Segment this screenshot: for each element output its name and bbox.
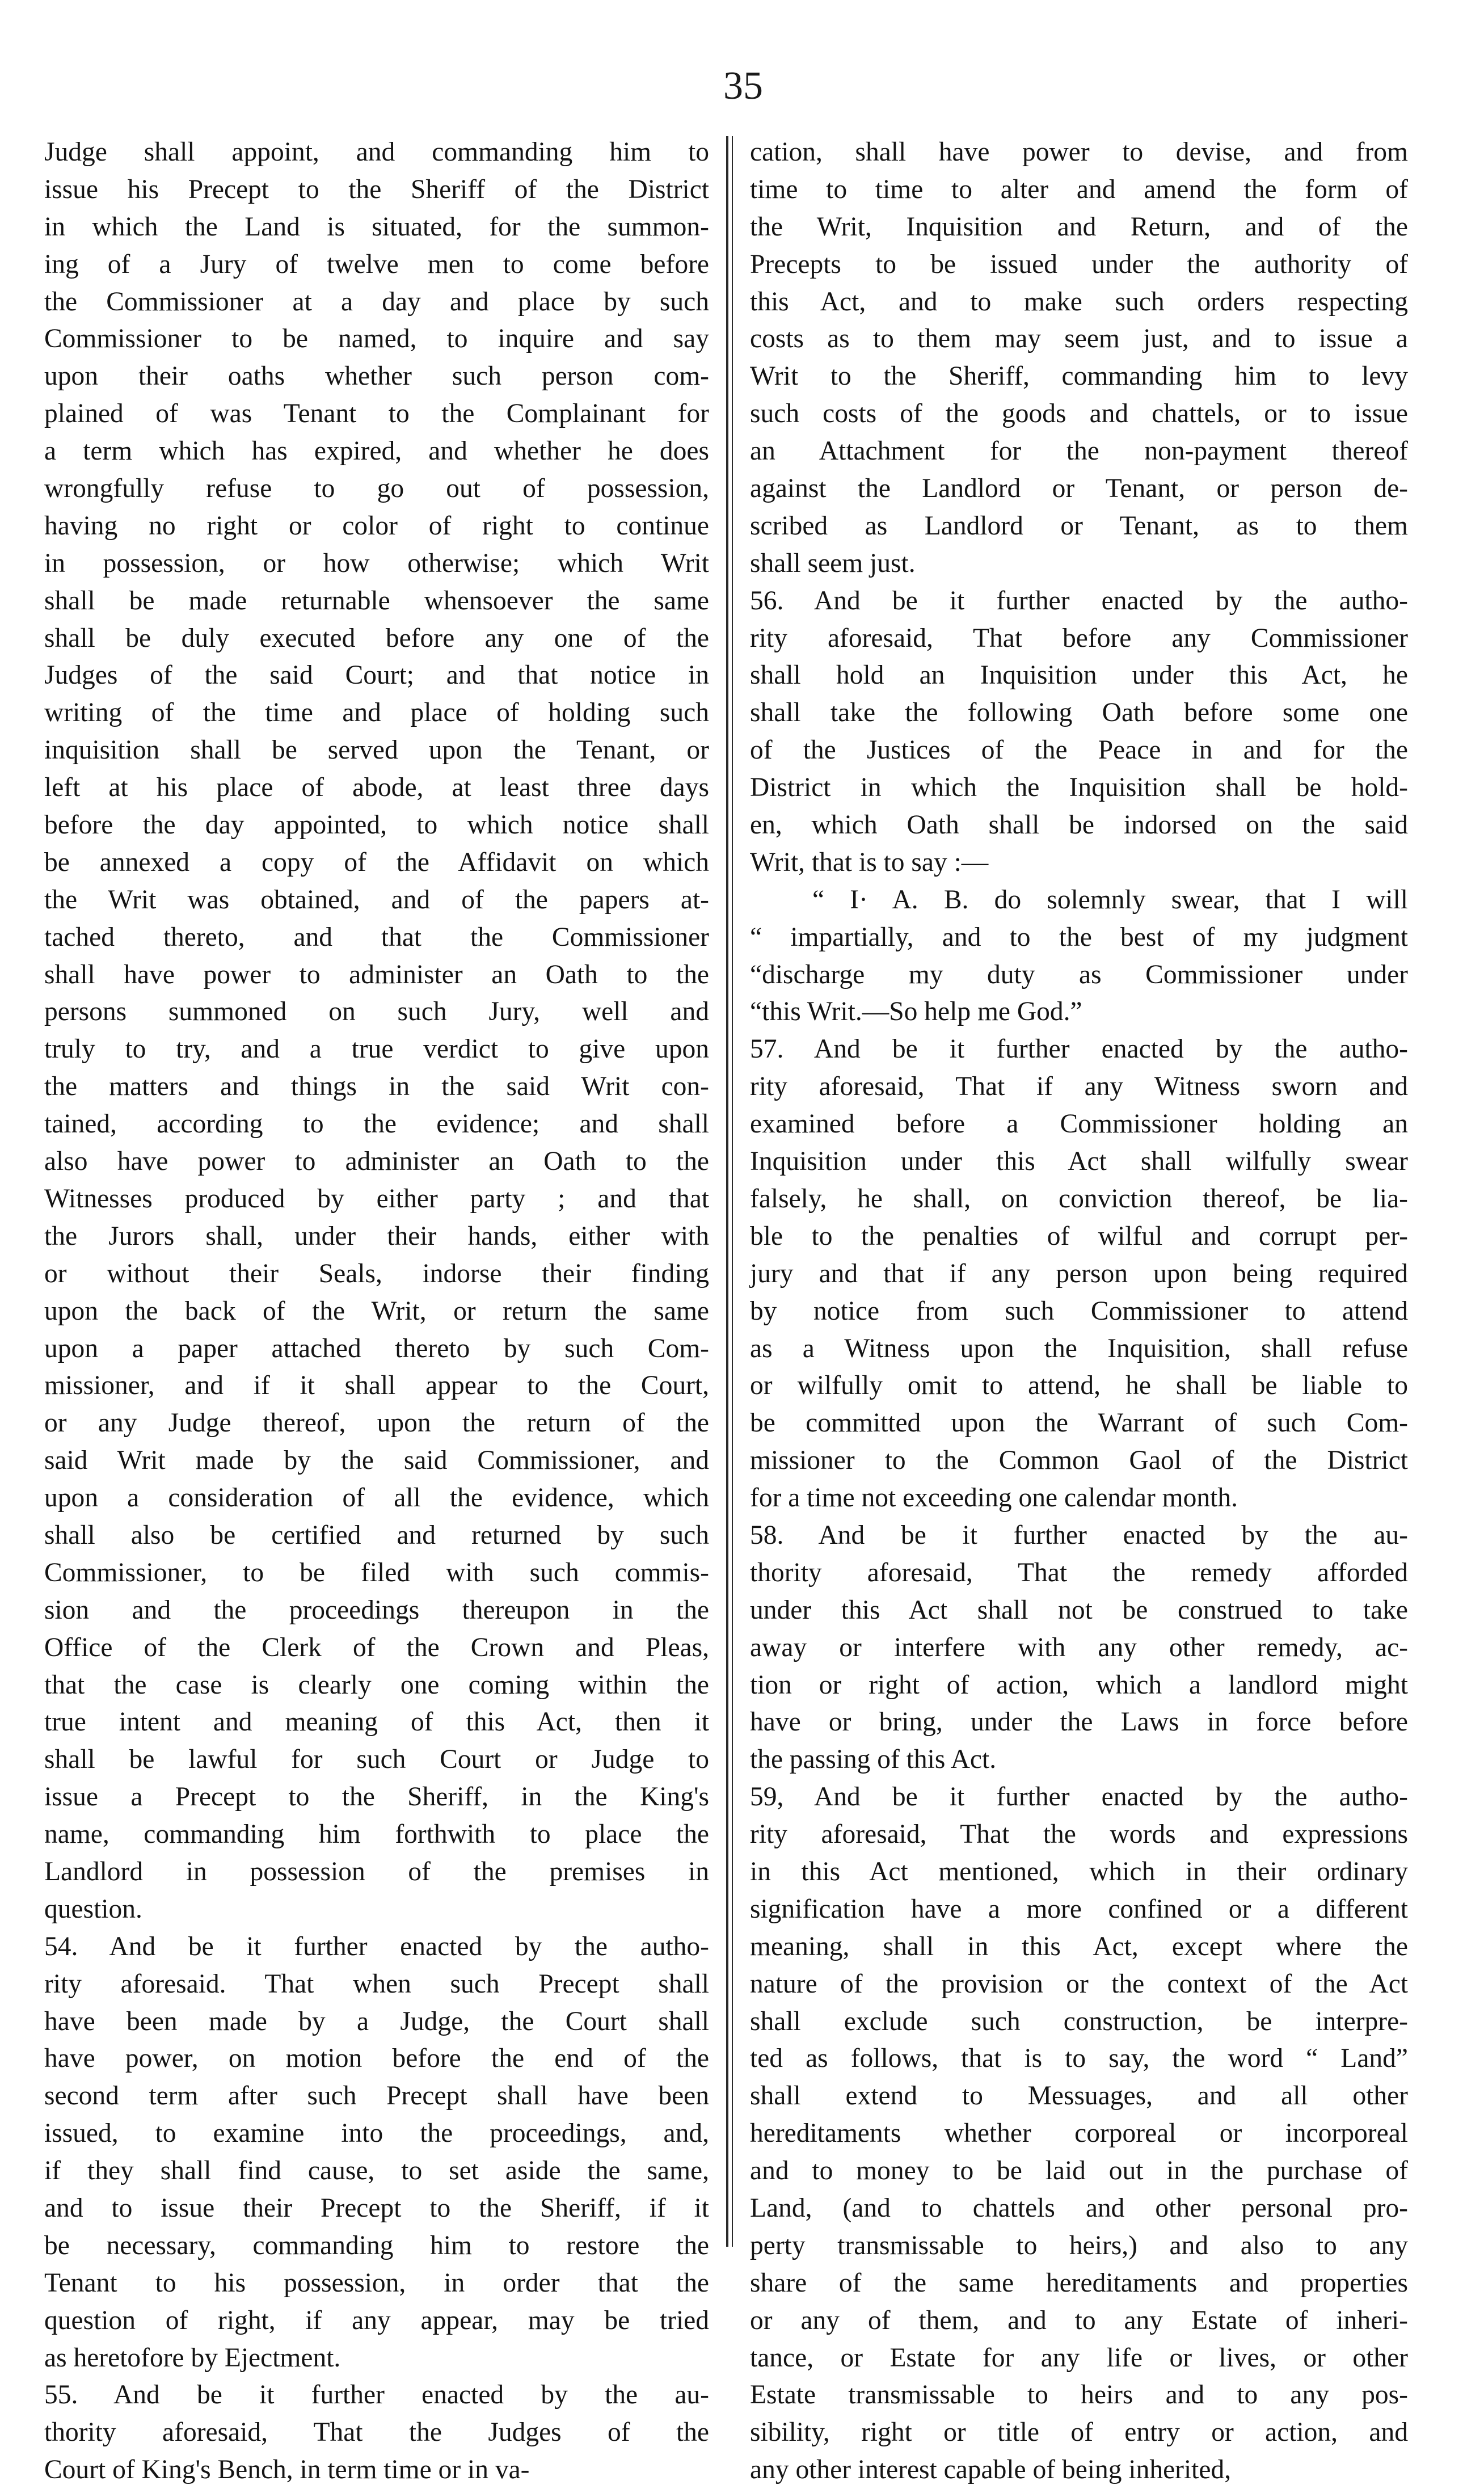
text-line: also have power to administer an Oath to the [44, 1147, 709, 1177]
text-line: thority aforesaid, That the remedy afforded [750, 1557, 1408, 1587]
text-line: or any Judge thereof, upon the return of the [44, 1408, 709, 1438]
text-line: the Jurors shall, under their hands, either with [44, 1221, 709, 1251]
text-line: Writ, that is to say :— [750, 847, 989, 877]
text-line: Inquisition under this Act shall wilfully swear [750, 1147, 1408, 1177]
text-line: Office of the Clerk of the Crown and Pleas, [44, 1632, 709, 1662]
text-line: sion and the proceedings thereupon in the [44, 1595, 709, 1625]
text-line: examined before a Commissioner holding an [750, 1109, 1408, 1139]
text-line: the Commissioner at a day and place by such [44, 287, 709, 317]
text-line: scribed as Landlord or Tenant, as to them [750, 511, 1408, 541]
text-line: upon their oaths whether such person com- [44, 361, 709, 391]
text-line: upon a paper attached thereto by such Com- [44, 1333, 709, 1363]
text-line: as a Witness upon the Inquisition, shall refuse [750, 1333, 1408, 1363]
text-line: ted as follows, that is to say, the word “ Land” [750, 2044, 1408, 2074]
text-line: rity aforesaid, That the words and expressions [750, 1820, 1408, 1850]
text-line: tance, or Estate for any life or lives, or other [750, 2343, 1408, 2373]
text-line: Court of King's Bench, in term time or in va- [44, 2455, 530, 2485]
text-line: or any of them, and to any Estate of inheri- [750, 2305, 1408, 2335]
text-line: 54. And be it further enacted by the autho- [44, 1931, 709, 1961]
text-line: “this Writ.—So help me God.” [750, 997, 1082, 1027]
text-line: shall be made returnable whensoever the same [44, 586, 709, 616]
text-line: Estate transmissable to heirs and to any pos- [750, 2380, 1408, 2410]
text-line: said Writ made by the said Commissioner, and [44, 1446, 709, 1476]
text-line: such costs of the goods and chattels, or to issue [750, 399, 1408, 429]
text-line: issue his Precept to the Sheriff of the District [44, 174, 709, 204]
text-line: Witnesses produced by either party ; and that [44, 1184, 709, 1214]
text-line: shall take the following Oath before some one [750, 698, 1408, 728]
text-line: costs as to them may seem just, and to issue a [750, 324, 1408, 354]
text-line: upon a consideration of all the evidence, which [44, 1483, 709, 1513]
text-line: persons summoned on such Jury, well and [44, 997, 709, 1027]
text-line: rity aforesaid. That when such Precept shall [44, 1969, 709, 1999]
text-line: 55. And be it further enacted by the au- [44, 2380, 709, 2410]
text-line: in this Act mentioned, which in their ordinary [750, 1856, 1408, 1886]
page-number: 35 [723, 64, 763, 108]
text-line: be committed upon the Warrant of such Com- [750, 1408, 1408, 1438]
text-line: jury and that if any person upon being required [750, 1258, 1408, 1288]
text-line: be annexed a copy of the Affidavit on which [44, 847, 709, 877]
text-line: missioner to the Common Gaol of the District [750, 1446, 1408, 1476]
text-line: have been made by a Judge, the Court shall [44, 2006, 709, 2036]
text-line: shall seem just. [750, 548, 916, 578]
text-line: shall hold an Inquisition under this Act, he [750, 660, 1408, 690]
text-line: 57. And be it further enacted by the autho- [750, 1034, 1408, 1064]
text-line: shall be lawful for such Court or Judge to [44, 1745, 709, 1775]
text-line: have power, on motion before the end of the [44, 2044, 709, 2074]
text-line: missioner, and if it shall appear to the Court, [44, 1371, 709, 1401]
text-line: name, commanding him forthwith to place the [44, 1820, 709, 1850]
text-line: time to time to alter and amend the form of [750, 174, 1408, 204]
text-line: shall exclude such construction, be interpre- [750, 2006, 1408, 2036]
text-line: the Writ, Inquisition and Return, and of the [750, 212, 1408, 242]
text-line: truly to try, and a true verdict to give upon [44, 1034, 709, 1064]
text-line: perty transmissable to heirs,) and also to any [750, 2230, 1408, 2260]
text-line: 58. And be it further enacted by the au- [750, 1520, 1408, 1550]
text-line: Precepts to be issued under the authority of [750, 249, 1408, 279]
text-line: second term after such Precept shall have been [44, 2081, 709, 2111]
text-line: District in which the Inquisition shall be hold- [750, 773, 1408, 803]
text-line: nature of the provision or the context of the Act [750, 1969, 1408, 1999]
text-line: any other interest capable of being inherited, [750, 2455, 1232, 2485]
text-line: Writ to the Sheriff, commanding him to levy [750, 361, 1408, 391]
text-line: this Act, and to make such orders respecting [750, 287, 1408, 317]
text-line: sibility, right or title of entry or action, and [750, 2418, 1408, 2448]
text-line: an Attachment for the non-payment thereof [750, 436, 1408, 466]
text-line: “ impartially, and to the best of my judgment [750, 922, 1408, 952]
text-line: shall be duly executed before any one of the [44, 623, 709, 653]
text-line: rity aforesaid, That if any Witness sworn and [750, 1072, 1408, 1102]
text-line: 56. And be it further enacted by the autho- [750, 586, 1408, 616]
text-line: Commissioner, to be filed with such commis- [44, 1557, 709, 1587]
text-line: “ I· A. B. do solemnly swear, that I will [812, 885, 1408, 915]
text-line: signification have a more confined or a different [750, 1894, 1408, 1924]
text-line: rity aforesaid, That before any Commissioner [750, 623, 1408, 653]
text-line: question. [44, 1894, 142, 1924]
text-line: left at his place of abode, at least three days [44, 773, 709, 803]
text-line: Judge shall appoint, and commanding him to [44, 137, 709, 167]
text-line: or without their Seals, indorse their finding [44, 1258, 709, 1288]
text-line: true intent and meaning of this Act, then it [44, 1707, 709, 1737]
text-line: by notice from such Commissioner to attend [750, 1296, 1408, 1326]
left-text-column [44, 134, 709, 2489]
text-line: Tenant to his possession, in order that the [44, 2268, 709, 2298]
text-line: shall have power to administer an Oath to the [44, 959, 709, 989]
text-line: question of right, if any appear, may be tried [44, 2305, 709, 2335]
text-line: in which the Land is situated, for the summon- [44, 212, 709, 242]
text-line: the matters and things in the said Writ con- [44, 1072, 709, 1102]
text-line: and to money to be laid out in the purchase of [750, 2156, 1408, 2186]
text-line: issue a Precept to the Sheriff, in the King's [44, 1782, 709, 1812]
text-line: Land, (and to chattels and other personal pro- [750, 2193, 1408, 2223]
text-line: that the case is clearly one coming within the [44, 1670, 709, 1700]
text-line: have or bring, under the Laws in force before [750, 1707, 1408, 1737]
text-line: hereditaments whether corporeal or incorporeal [750, 2119, 1408, 2149]
text-line: plained of was Tenant to the Complainant for [44, 399, 709, 429]
text-line: Judges of the said Court; and that notice in [44, 660, 709, 690]
text-line: as heretofore by Ejectment. [44, 2343, 341, 2373]
text-line: tained, according to the evidence; and shall [44, 1109, 709, 1139]
text-line: wrongfully refuse to go out of possession, [44, 474, 709, 504]
text-line: tion or right of action, which a landlord might [750, 1670, 1408, 1700]
text-line: inquisition shall be served upon the Tenant, or [44, 735, 709, 765]
text-line: 59, And be it further enacted by the autho- [750, 1782, 1408, 1812]
text-line: under this Act shall not be construed to take [750, 1595, 1408, 1625]
text-line: of the Justices of the Peace in and for the [750, 735, 1408, 765]
text-line: and to issue their Precept to the Sheriff, if it [44, 2193, 709, 2223]
text-line: in possession, or how otherwise; which Writ [44, 548, 709, 578]
text-line: if they shall find cause, to set aside the same, [44, 2156, 709, 2186]
text-line: a term which has expired, and whether he does [44, 436, 709, 466]
text-line: meaning, shall in this Act, except where the [750, 1931, 1408, 1961]
text-line: having no right or color of right to continue [44, 511, 709, 541]
column-divider-rule [726, 136, 728, 2247]
text-line: thority aforesaid, That the Judges of the [44, 2418, 709, 2448]
text-line: for a time not exceeding one calendar month. [750, 1483, 1238, 1513]
text-line: ing of a Jury of twelve men to come before [44, 249, 709, 279]
text-line: en, which Oath shall be indorsed on the said [750, 810, 1408, 840]
text-line: ble to the penalties of wilful and corrupt per- [750, 1221, 1408, 1251]
text-line: Commissioner to be named, to inquire and say [44, 324, 709, 354]
text-line: issued, to examine into the proceedings, and, [44, 2119, 709, 2149]
text-line: shall extend to Messuages, and all other [750, 2081, 1408, 2111]
text-line: be necessary, commanding him to restore the [44, 2230, 709, 2260]
text-line: tached thereto, and that the Commissioner [44, 922, 709, 952]
text-line: away or interfere with any other remedy, ac- [750, 1632, 1408, 1662]
text-line: the passing of this Act. [750, 1745, 997, 1775]
text-line: or wilfully omit to attend, he shall be liable to [750, 1371, 1408, 1401]
text-line: before the day appointed, to which notice shall [44, 810, 709, 840]
text-line: falsely, he shall, on conviction thereof, be lia- [750, 1184, 1408, 1214]
right-text-column [750, 134, 1408, 2489]
text-line: cation, shall have power to devise, and from [750, 137, 1408, 167]
text-line: against the Landlord or Tenant, or person de- [750, 474, 1408, 504]
text-line: the Writ was obtained, and of the papers at- [44, 885, 709, 915]
text-line: “discharge my duty as Commissioner under [750, 959, 1408, 989]
text-line: Landlord in possession of the premises in [44, 1856, 709, 1886]
text-line: share of the same hereditaments and properties [750, 2268, 1408, 2298]
column-divider-rule-inner [732, 136, 733, 2247]
text-line: upon the back of the Writ, or return the same [44, 1296, 709, 1326]
text-line: shall also be certified and returned by such [44, 1520, 709, 1550]
text-line: writing of the time and place of holding such [44, 698, 709, 728]
